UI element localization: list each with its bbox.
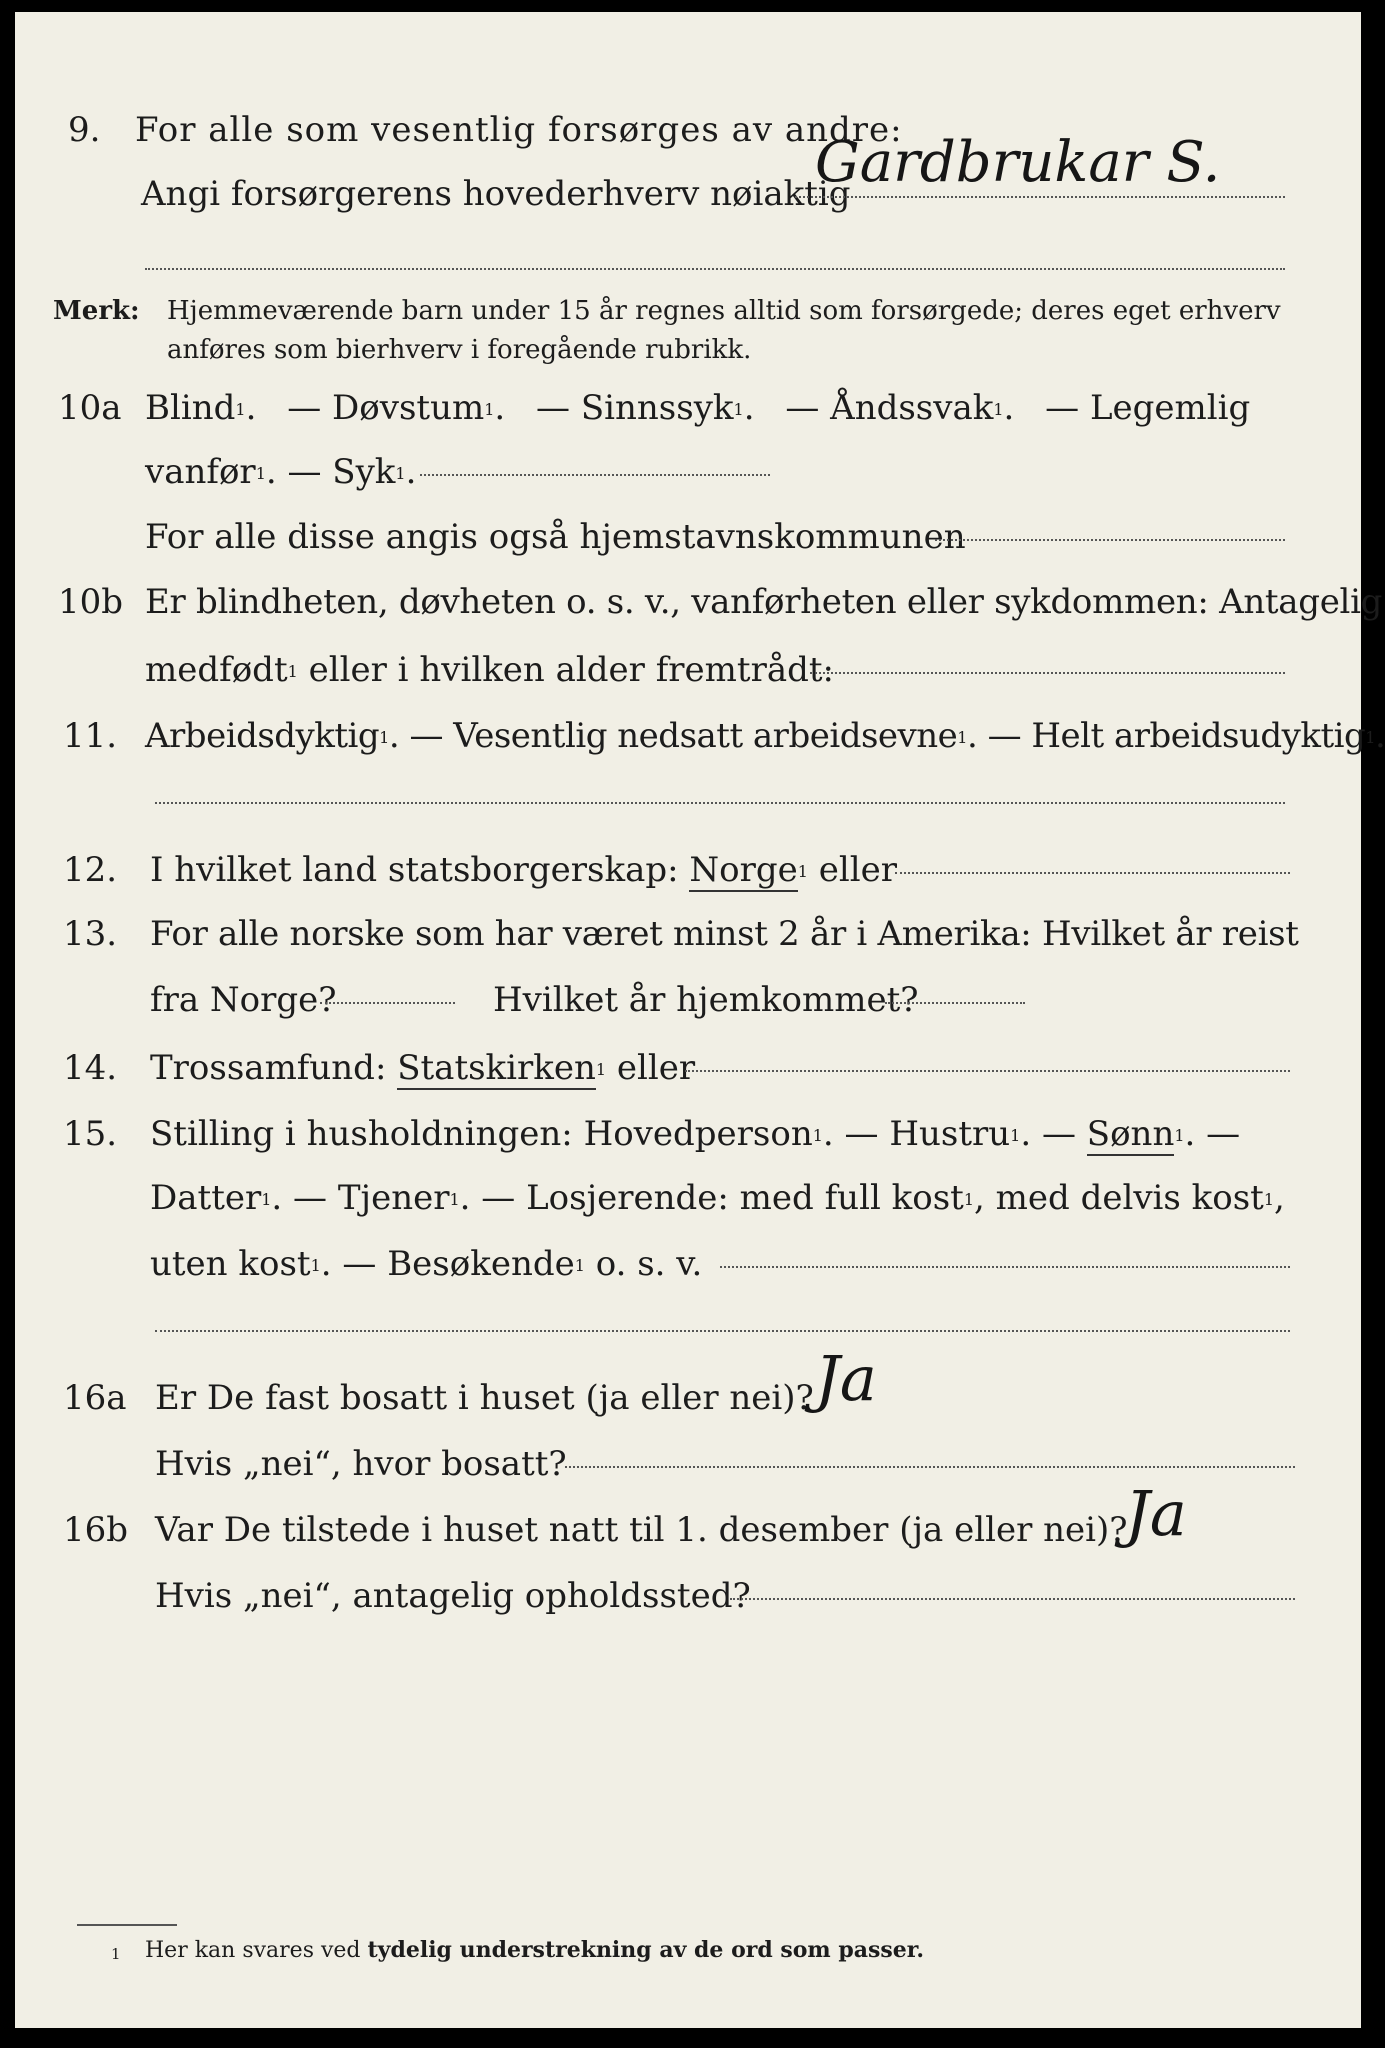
q13-line1: For alle norske som har været minst 2 år i Amerika: Hvilket år reist <box>150 914 1299 954</box>
q13-year-returned-line <box>885 1002 1025 1004</box>
q9-handwritten-answer: Gardbrukar S. <box>815 130 1221 195</box>
q15-extra-line <box>155 1330 1290 1332</box>
q15-answer-line <box>720 1266 1290 1268</box>
q14-line: Trossamfund: Statskirken$^1$ eller <box>150 1048 696 1088</box>
q10b-line2: medfødt$^1$ eller i hvilken alder fremtrådt: <box>145 650 834 690</box>
q16a-line1: Er De fast bosatt i huset (ja eller nei)? <box>155 1378 814 1418</box>
footnote-mark: 1 <box>111 1945 121 1963</box>
q14-number: 14. <box>63 1048 118 1088</box>
footnote-text: Her kan svares ved tydelig understrekning av de ord som passer. <box>145 1937 925 1963</box>
q9-number: 9. <box>68 110 101 150</box>
q16a-handwritten-answer: Ja <box>815 1342 877 1415</box>
q13-number: 13. <box>63 914 118 954</box>
q10a-line2: vanfør$^1$. — Syk$^1$. <box>145 452 417 492</box>
q10a-number: 10a <box>58 388 122 428</box>
q15-line2: Datter$^1$. — Tjener$^1$. — Losjerende: med full kost$^1$, med delvis kost$^1$, <box>150 1178 1285 1218</box>
q16a-number: 16a <box>63 1378 127 1418</box>
q12-line: I hvilket land statsborgerskap: Norge$^1$ eller <box>150 850 897 890</box>
q13-line2b: Hvilket år hjemkommet? <box>493 980 919 1020</box>
q9-line2: Angi forsørgerens hovederhverv nøiaktig <box>141 174 851 214</box>
q14-answer-line <box>685 1070 1290 1072</box>
q9-answer-line <box>795 196 1285 198</box>
q9-line1: For alle som vesentlig forsørges av andre: <box>135 110 903 150</box>
q10a-line3: For alle disse angis også hjemstavnskommunen <box>145 517 966 557</box>
q16a-line2: Hvis „nei“, hvor bosatt? <box>155 1444 567 1484</box>
q10b-answer-line <box>810 672 1285 674</box>
q10a-line3-answer-line <box>935 539 1285 541</box>
q15-number: 15. <box>63 1114 118 1154</box>
q12-answer-line <box>895 872 1290 874</box>
q15-line3: uten kost$^1$. — Besøkende$^1$ o. s. v. <box>150 1244 703 1284</box>
q10b-line1: Er blindheten, døvheten o. s. v., vanførheten eller sykdommen: Antagelig <box>145 582 1383 622</box>
q10a-line1: Blind$^1$. — Døvstum$^1$. — Sinnssyk$^1$. — Åndssvak$^1$. — Legemlig <box>145 388 1251 428</box>
q13-year-left-line <box>320 1002 455 1004</box>
footnote-rule <box>77 1924 177 1926</box>
merk-line1: Hjemmeværende barn under 15 år regnes alltid som forsørgede; deres eget erhverv <box>167 296 1281 326</box>
q11-number: 11. <box>63 716 118 756</box>
merk-line2: anføres som bierhverv i foregående rubrikk. <box>167 335 752 365</box>
q16b-number: 16b <box>63 1510 129 1550</box>
q11-answer-line <box>155 802 1285 804</box>
q10b-number: 10b <box>58 582 124 622</box>
q16b-line2: Hvis „nei“, antagelig opholdssted? <box>155 1576 751 1616</box>
q12-number: 12. <box>63 850 118 890</box>
q16a-answer-line <box>565 1466 1295 1468</box>
q13-line2a: fra Norge? <box>150 980 337 1020</box>
q16b-handwritten-answer: Ja <box>1125 1477 1187 1550</box>
q16b-line1: Var De tilstede i huset natt til 1. desember (ja eller nei)? <box>155 1510 1128 1550</box>
q9-extra-line <box>145 268 1285 270</box>
q15-line1: Stilling i husholdningen: Hovedperson$^1$. — Hustru$^1$. — Sønn$^1$. — <box>150 1114 1241 1154</box>
q10a-line2-answer-line <box>420 474 770 476</box>
merk-label: Merk: <box>53 296 140 326</box>
census-form-page <box>15 12 1385 2028</box>
q16b-answer-line <box>730 1598 1295 1600</box>
q11-line1: Arbeidsdyktig$^1$. — Vesentlig nedsatt arbeidsevne$^1$. — Helt arbeidsudyktig$^1$. <box>145 716 1385 756</box>
